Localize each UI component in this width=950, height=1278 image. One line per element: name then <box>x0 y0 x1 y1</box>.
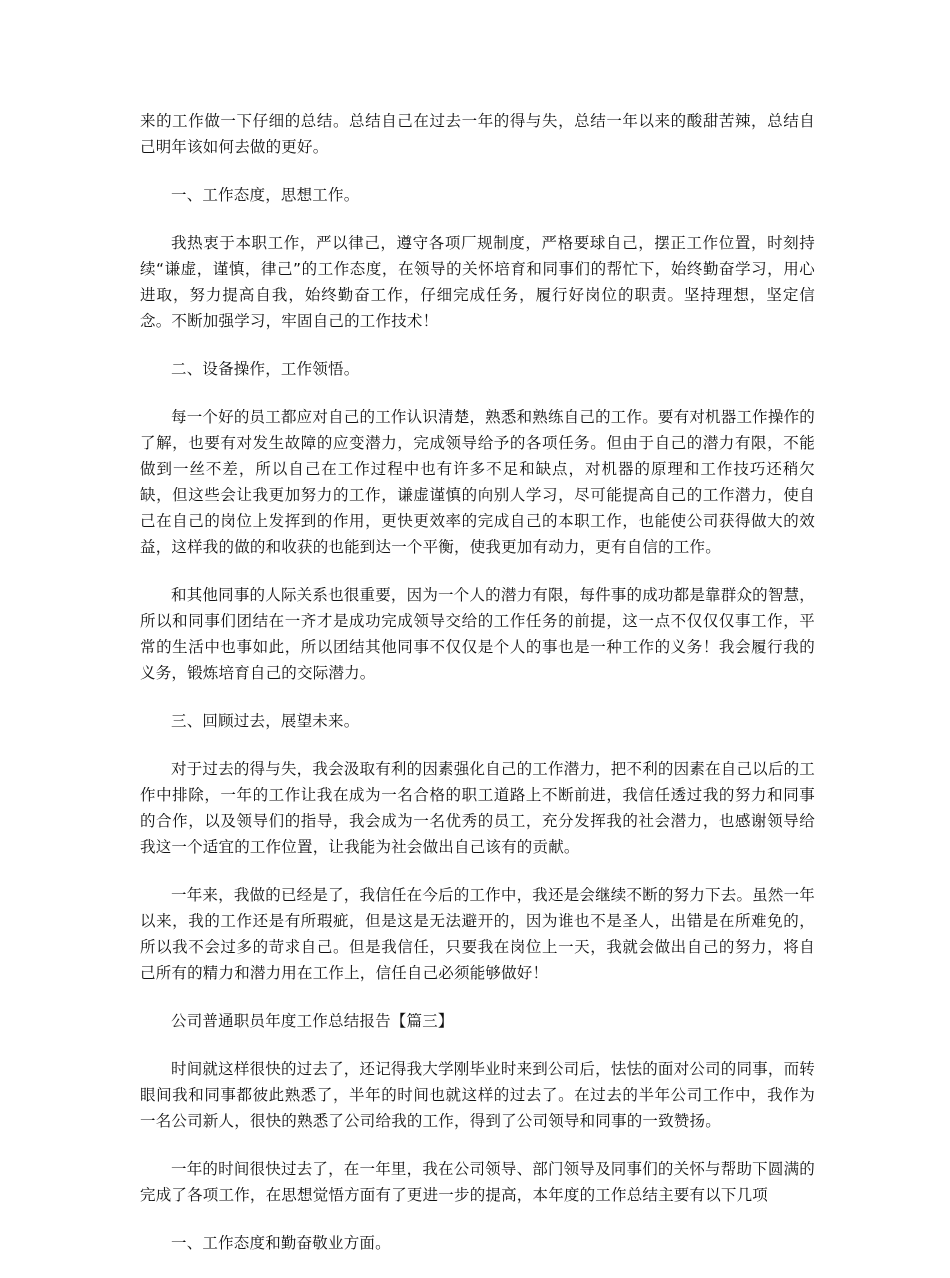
paragraph-review-past: 对于过去的得与失，我会汲取有利的因素强化自己的工作潜力，把不利的因素在自己以后的工作中排除，一年的工作让我在成为一名合格的职工道路上不断前进，我信任透过我的努力和同事的合作，以及领导们的指导，我会成为一名优秀的员工，充分发挥我的社会潜力，也感谢领导给我这一个适宜的工作位置，让我能为社会做出自己该有的贡献。 <box>140 760 815 856</box>
section-heading-attitude-diligence: 一、工作态度和勤奋敬业方面。 <box>171 1234 391 1252</box>
paragraph-relationships: 和其他同事的人际关系也很重要，因为一个人的潜力有限，每件事的成功都是靠群众的智慧，所以和同事们团结在一齐才是成功完成领导交给的工作任务的前提，这一点不仅仅仅事工作，平常的生活中也事如此，所以团结其他同事不仅仅是个人的事也是一种工作的义务！我会履行我的义务，锻炼培育自己的交际潜力。 <box>140 586 815 682</box>
paragraph-equipment-operation: 每一个好的员工都应对自己的工作认识清楚，熟悉和熟练自己的工作。要有对机器工作操作的了解，也要有对发生故障的应变潜力，完成领导给予的各项任务。但由于自己的潜力有限，不能做到一丝不差，所以自己在工作过程中也有许多不足和缺点，对机器的原理和工作技巧还稍欠缺，但这些会让我更加努力的工作，谦虚谨慎的向别人学习，尽可能提高自己的工作潜力，使自己在自己的岗位上发挥到的作用，更快更效率的完成自己的本职工作，也能使公司获得做大的效益，这样我的做的和收获的也能到达一个平衡，使我更加有动力，更有自信的工作。 <box>140 408 815 556</box>
section-heading-2: 二、设备操作，工作领悟。 <box>171 360 360 378</box>
paragraph-intro: 来的工作做一下仔细的总结。总结自己在过去一年的得与失，总结一年以来的酸甜苦辣，总结自己明年该如何去做的更好。 <box>140 112 815 156</box>
report-title-part-three: 公司普通职员年度工作总结报告【篇三】 <box>171 1012 454 1030</box>
section-heading-3: 三、回顾过去，展望未来。 <box>171 712 360 730</box>
paragraph-work-attitude: 我热衷于本职工作，严以律己，遵守各项厂规制度，严格要球自己，摆正工作位置，时刻持续“谦虚，谨慎，律己”的工作态度，在领导的关怀培育和同事们的帮忙下，始终勤奋学习，用心进取，努力提高自我，始终勤奋工作，仔细完成任务，履行好岗位的职责。坚持理想，坚定信念。不断加强学习，牢固自己的工作技术！ <box>140 234 815 330</box>
paragraph-year-summary: 一年的时间很快过去了，在一年里，我在公司领导、部门领导及同事们的关怀与帮助下圆满的完成了各项工作，在思想觉悟方面有了更进一步的提高，本年度的工作总结主要有以下几项 <box>140 1160 815 1204</box>
paragraph-one-year: 一年来，我做的已经是了，我信任在今后的工作中，我还是会继续不断的努力下去。虽然一年以来，我的工作还是有所瑕疵，但是这是无法避开的，因为谁也不是圣人，出错是在所难免的，所以我不会过多的苛求自己。但是我信任，只要我在岗位上一天，我就会做出自己的努力，将自己所有的精力和潜力用在工作上，信任自己必须能够做好！ <box>140 886 815 982</box>
section-heading-1: 一、工作态度，思想工作。 <box>171 186 360 204</box>
document-body <box>140 108 815 1278</box>
paragraph-time-passed: 时间就这样很快的过去了，还记得我大学刚毕业时来到公司后，怯怯的面对公司的同事，而转眼间我和同事都彼此熟悉了，半年的时间也就这样的过去了。在过去的半年公司工作中，我作为一名公司新人，很快的熟悉了公司给我的工作，得到了公司领导和同事的一致赞扬。 <box>140 1060 815 1130</box>
